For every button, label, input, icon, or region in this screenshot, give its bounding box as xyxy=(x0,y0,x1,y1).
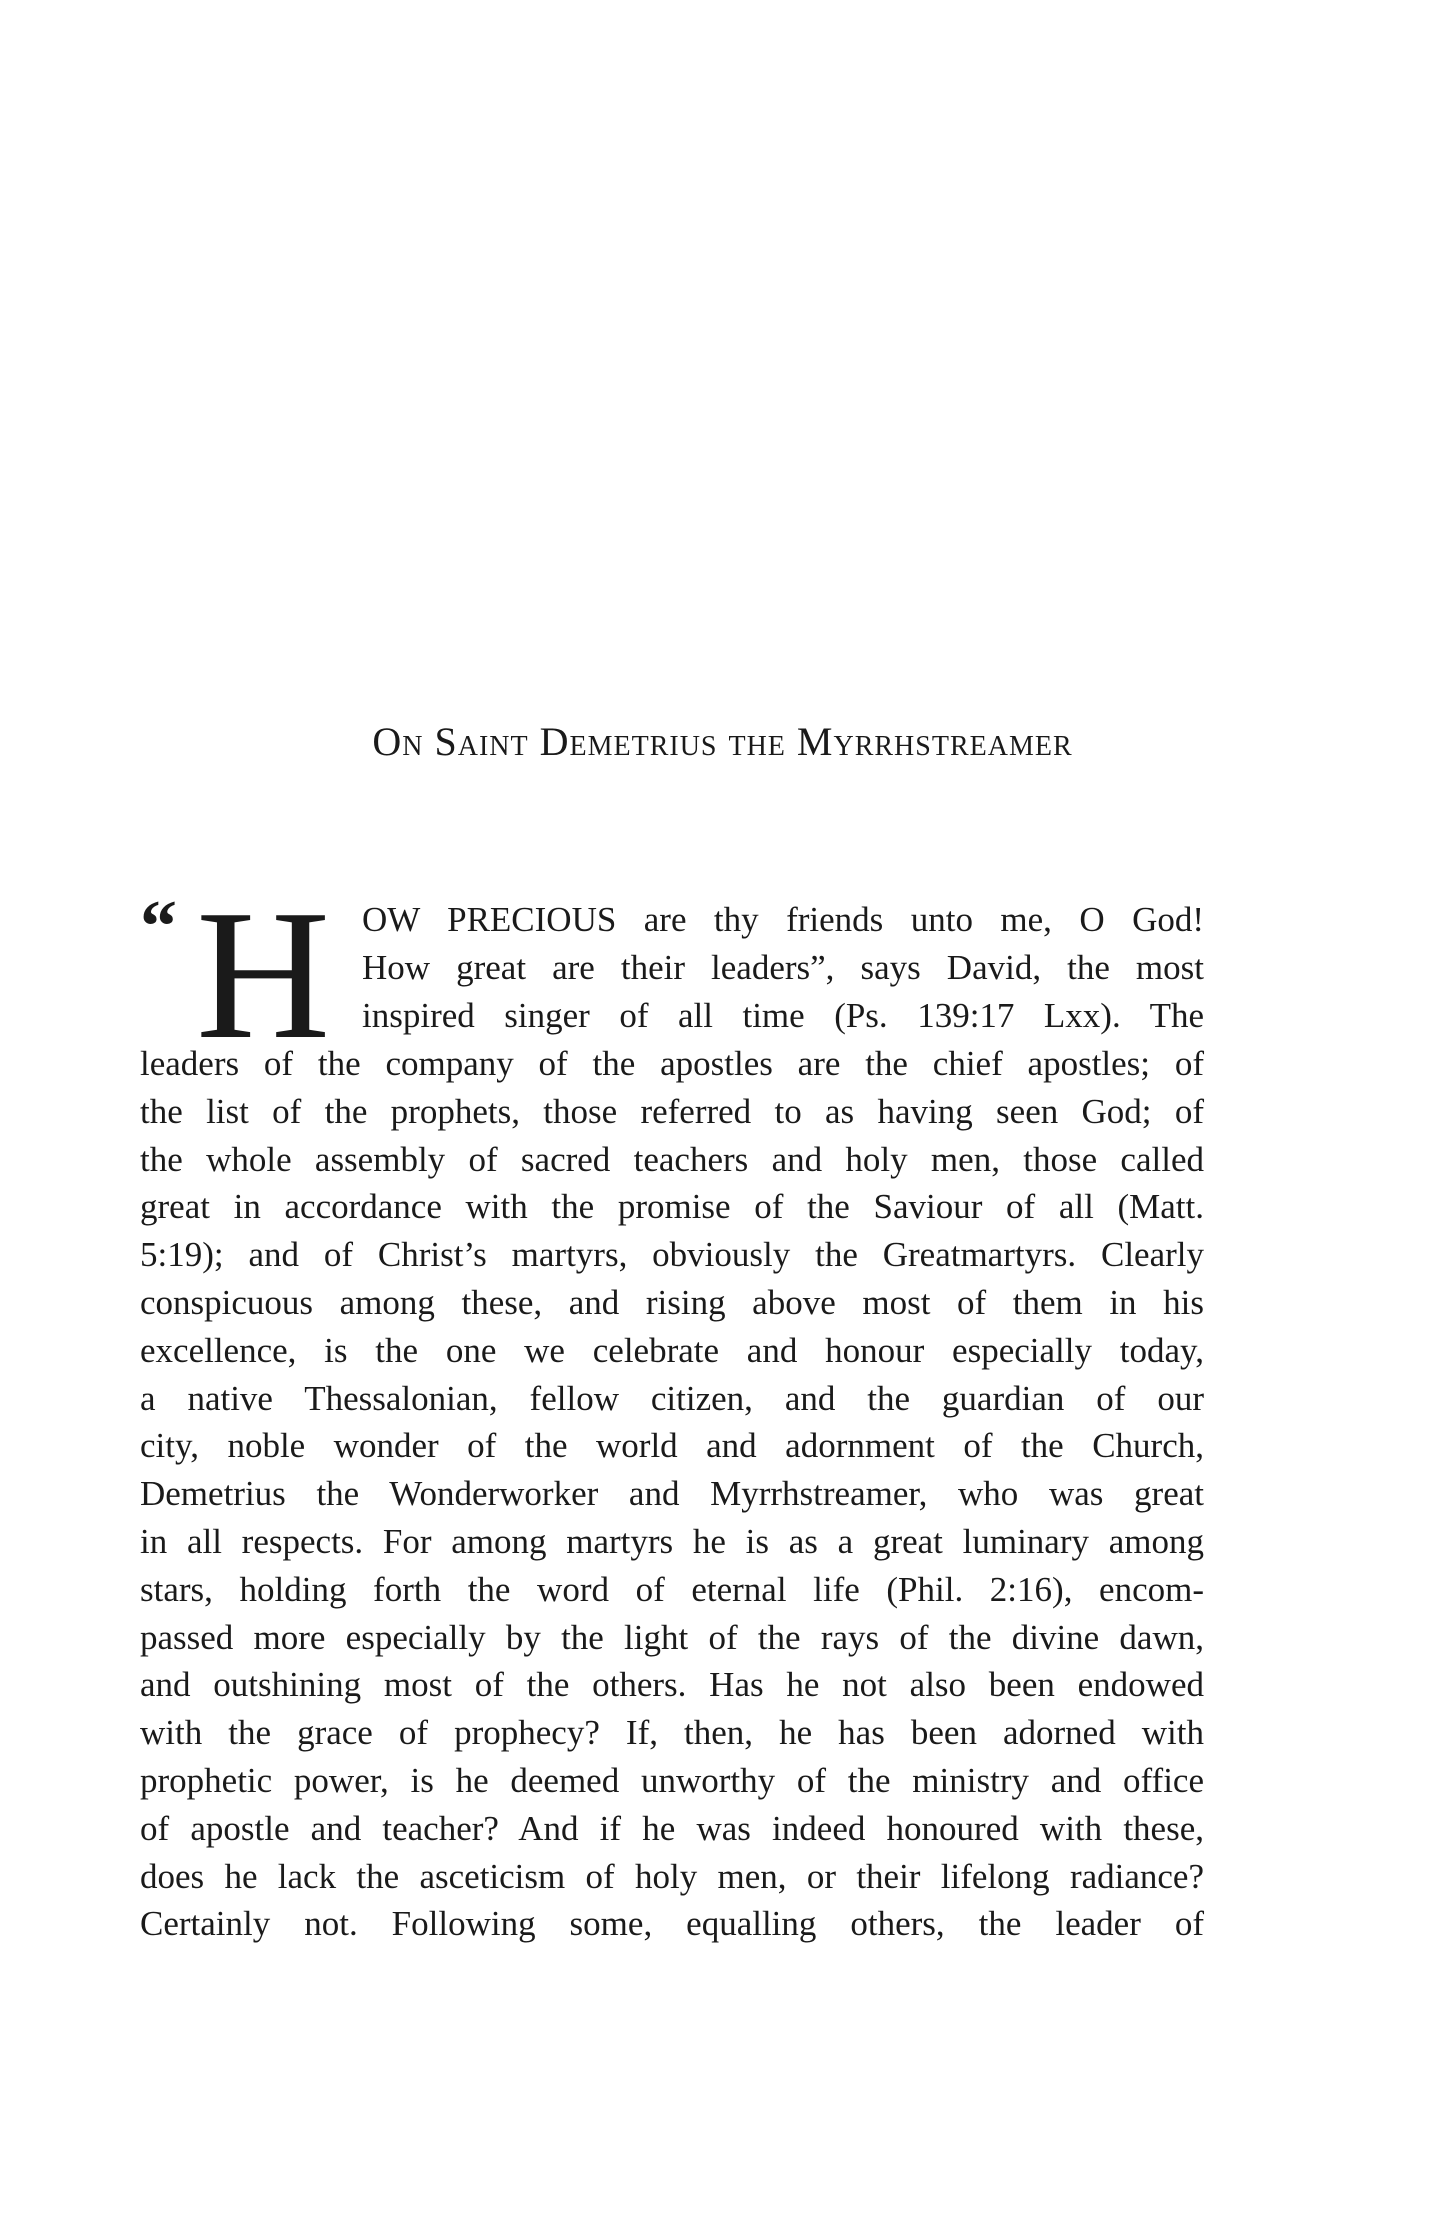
text-line: passed more especially by the light of the rays of the divine dawn, xyxy=(140,1617,1204,1657)
text-line: great in accordance with the promise of the Saviour of all (Matt. xyxy=(140,1187,1204,1227)
text-line: in all respects. For among martyrs he is as a great luminary among xyxy=(140,1521,1204,1561)
chapter-text xyxy=(140,872,1204,1948)
drop-cap: H xyxy=(196,872,331,1078)
text-line: city, noble wonder of the world and adornment of the Church, xyxy=(140,1426,1204,1466)
chapter-title: On Saint Demetrius the Myrrhstreamer xyxy=(372,719,1073,764)
opening-quote-mark: “ xyxy=(140,886,177,968)
text-line: OW PRECIOUS are thy friends unto me, O God! xyxy=(362,900,1204,939)
text-line: does he lack the asceticism of holy men, or their lifelong radiance? xyxy=(140,1856,1204,1896)
opening-lines xyxy=(362,896,1204,1039)
text-line: leaders of the company of the apostles are the chief apostles; of xyxy=(140,1044,1204,1083)
text-line: a native Thessalonian, fellow citizen, and the guardian of our xyxy=(140,1378,1204,1418)
text-line: and outshining most of the others. Has he not also been endowed xyxy=(140,1665,1204,1705)
text-line: How great are their leaders”, says David, the most xyxy=(362,947,1204,987)
text-line: excellence, is the one we celebrate and honour especially today, xyxy=(140,1330,1204,1370)
text-line: stars, holding forth the word of eternal life (Phil. 2:16), encom- xyxy=(140,1569,1204,1609)
text-line: with the grace of prophecy? If, then, he has been adorned with xyxy=(140,1713,1204,1753)
text-line: the list of the prophets, those referred to as having seen God; of xyxy=(140,1091,1204,1131)
text-line: Demetrius the Wonderworker and Myrrhstreamer, who was great xyxy=(140,1474,1204,1514)
text-line: inspired singer of all time (Ps. 139:17 Lxx). The xyxy=(362,995,1204,1035)
text-line: conspicuous among these, and rising above most of them in his xyxy=(140,1282,1204,1322)
text-line: Certainly not. Following some, equalling others, the leader of xyxy=(140,1904,1204,1944)
text-line: of apostle and teacher? And if he was indeed honoured with these, xyxy=(140,1808,1204,1848)
text-line: 5:19); and of Christ’s martyrs, obviously the Greatmartyrs. Clearly xyxy=(140,1235,1204,1275)
body-text xyxy=(140,1040,1204,1948)
text-line: prophetic power, is he deemed unworthy of the ministry and office xyxy=(140,1760,1204,1800)
text-line: the whole assembly of sacred teachers and holy men, those called xyxy=(140,1139,1204,1179)
